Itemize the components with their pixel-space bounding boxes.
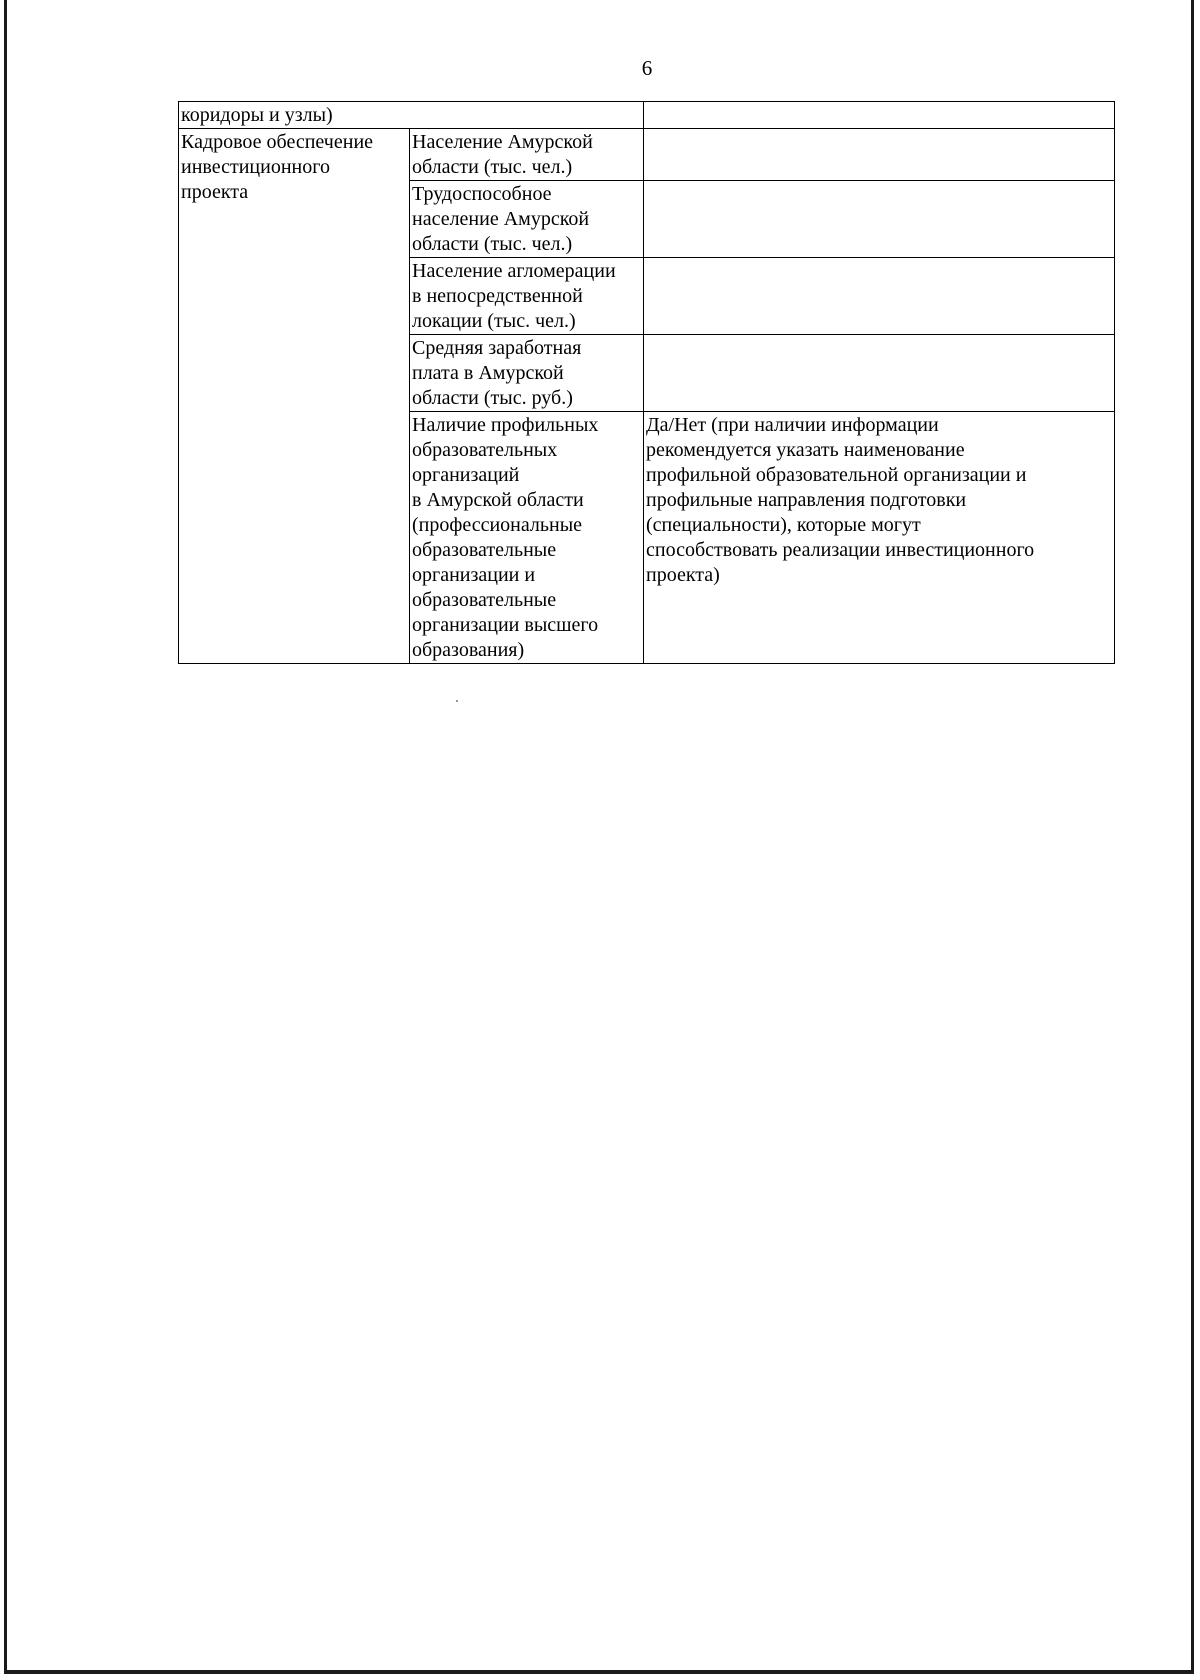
section-title-cell: Кадровое обеспечение инвестиционного проекта	[179, 129, 410, 664]
indicator-cell: Трудоспособное население Амурской области (тыс. чел.)	[410, 181, 644, 258]
continued-value-cell	[644, 102, 1115, 129]
scan-speck	[456, 700, 458, 702]
page-number: 6	[641, 56, 653, 80]
value-cell: Да/Нет (при наличии информации рекомендуется указать наименование профильной образовательной организации и профильные направления подготовки (специальности), которые могут способствовать реализации инвестиционного проекта)	[644, 412, 1115, 664]
indicator-cell: Средняя заработная плата в Амурской области (тыс. руб.)	[410, 335, 644, 412]
investment-project-table	[178, 101, 1115, 664]
value-cell	[644, 181, 1115, 258]
indicator-cell: Наличие профильных образовательных организаций в Амурской области (профессиональные образовательные организации и образовательные организации высшего образования)	[410, 412, 644, 664]
continued-text-cell: коридоры и узлы)	[179, 102, 644, 129]
table-row-continued	[179, 102, 1115, 129]
value-cell	[644, 335, 1115, 412]
table-row	[179, 129, 1115, 181]
indicator-cell: Население Амурской области (тыс. чел.)	[410, 129, 644, 181]
indicator-cell: Население агломерации в непосредственной локации (тыс. чел.)	[410, 258, 644, 335]
value-cell	[644, 258, 1115, 335]
value-cell	[644, 129, 1115, 181]
